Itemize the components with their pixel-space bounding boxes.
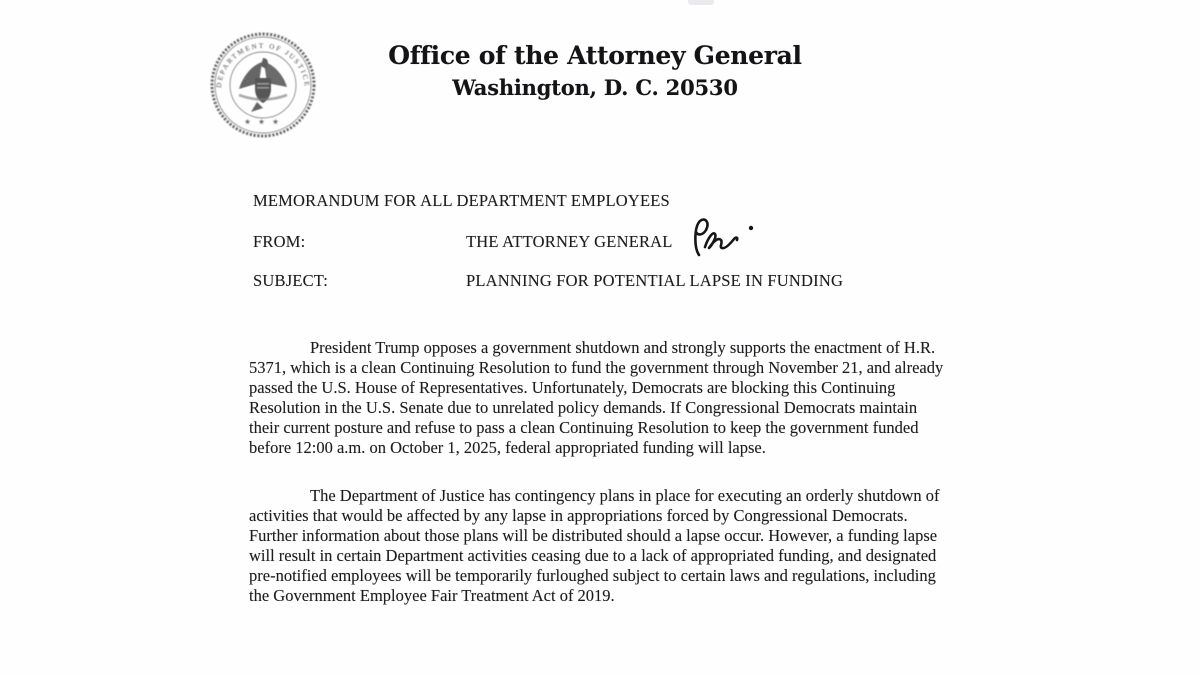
paragraph-2: The Department of Justice has contingency plans in place for executing an orderly shutdown of activities that would be affected by any lapse in appropriations forced by Congressional Democrats. Further information about those plans will be distributed should a lapse occur. However, a funding lapse will result in certain Department activities ceasing due to a lack of appropriated funding, and designated pre-notified employees will be temporarily furloughed subject to certain laws and regulations, including the Government Employee Fair Treatment Act of 2019. xyxy=(249,486,940,605)
from-value: THE ATTORNEY GENERAL xyxy=(466,232,673,251)
attorney-general-signature-initials xyxy=(691,217,759,259)
scan-artifact xyxy=(688,0,714,5)
memo-body xyxy=(249,338,945,634)
seal-stars: ★ ★ ★ xyxy=(244,118,282,126)
letterhead-office-line: Office of the Attorney General xyxy=(388,41,802,70)
paragraph-1: President Trump opposes a government shutdown and strongly supports the enactment of H.R. 5371, which is a clean Continuing Resolution to fund the government through November 21, and already passed the U.S. House of Representatives. Unfortunately, Democrats are blocking this Continuing Resolution in the U.S. Senate due to unrelated policy demands. If Congressional Democrats maintain their current posture and refuse to pass a clean Continuing Resolution to keep the government funded before 12:00 a.m. on October 1, 2025, federal appropriated funding will lapse. xyxy=(249,338,944,457)
subject-label: SUBJECT: xyxy=(253,271,329,290)
seal-rim-text: DEPARTMENT OF JUSTICE xyxy=(214,41,312,89)
memorandum-line: MEMORANDUM FOR ALL DEPARTMENT EMPLOYEES xyxy=(253,191,670,210)
letterhead-city-line: Washington, D. C. 20530 xyxy=(452,75,738,100)
from-label: FROM: xyxy=(253,232,306,251)
subject-value: PLANNING FOR POTENTIAL LAPSE IN FUNDING xyxy=(466,271,844,290)
